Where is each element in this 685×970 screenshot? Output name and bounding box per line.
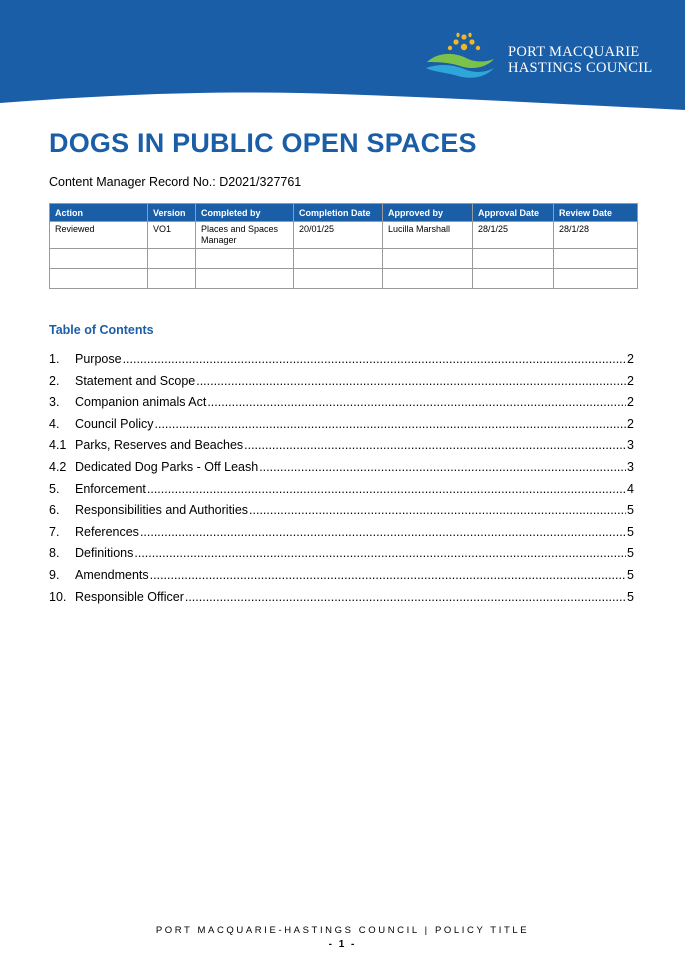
toc-number: 2. xyxy=(49,373,60,388)
toc-number: 8. xyxy=(49,546,60,561)
toc-page-number: 5 xyxy=(627,524,634,539)
record-number: Content Manager Record No.: D2021/327761 xyxy=(49,175,302,189)
toc-leader-dots xyxy=(207,392,626,414)
toc-label: Parks, Reserves and Beaches xyxy=(75,438,244,453)
toc-entry-enforcement[interactable] xyxy=(49,479,634,501)
toc-label: Responsible Officer xyxy=(75,589,184,604)
header-version: Version xyxy=(148,204,196,222)
sun-hills-logo-icon xyxy=(424,32,496,82)
toc-entry-companion-animals-act[interactable] xyxy=(49,392,634,414)
toc-leader-dots xyxy=(134,543,626,565)
table-cell: 28/1/25 xyxy=(473,222,554,249)
table-header-row xyxy=(50,204,638,222)
toc-number: 6. xyxy=(49,503,60,518)
toc-number: 4.1 xyxy=(49,438,67,453)
table-cell: 28/1/28 xyxy=(554,222,638,249)
toc-leader-dots xyxy=(185,587,626,609)
table-cell: 20/01/25 xyxy=(294,222,383,249)
header-approval-date: Approval Date xyxy=(473,204,554,222)
table-row xyxy=(50,249,638,269)
table-cell: Lucilla Marshall xyxy=(383,222,473,249)
header-action: Action xyxy=(50,204,148,222)
toc-number: 4. xyxy=(49,416,60,431)
toc-leader-dots xyxy=(249,500,626,522)
table-cell xyxy=(473,249,554,269)
toc-entry-definitions[interactable] xyxy=(49,543,634,565)
table-cell xyxy=(554,269,638,289)
toc-label: Purpose xyxy=(75,352,122,366)
toc-number: 1. xyxy=(49,352,60,366)
toc-page-number: 5 xyxy=(627,567,634,582)
table-of-contents xyxy=(49,349,634,608)
toc-page-number: 2 xyxy=(627,352,634,366)
table-cell xyxy=(473,269,554,289)
toc-page-number: 3 xyxy=(627,459,634,474)
toc-label: Council Policy xyxy=(75,416,154,431)
toc-number: 10. xyxy=(49,589,67,604)
table-cell: Places and Spaces Manager xyxy=(196,222,294,249)
footer-page-number: - 1 - xyxy=(328,939,357,950)
table-cell xyxy=(196,249,294,269)
toc-number: 3. xyxy=(49,395,60,410)
toc-leader-dots xyxy=(123,349,626,371)
toc-leader-dots xyxy=(147,479,626,501)
table-cell xyxy=(383,269,473,289)
approval-table xyxy=(49,203,638,289)
toc-leader-dots xyxy=(196,371,626,393)
toc-entry-responsibilities[interactable] xyxy=(49,500,634,522)
toc-label: Companion animals Act xyxy=(75,395,207,410)
document-title: DOGS IN PUBLIC OPEN SPACES xyxy=(49,128,477,158)
table-cell xyxy=(196,269,294,289)
toc-page-number: 5 xyxy=(627,589,634,604)
toc-label: Dedicated Dog Parks - Off Leash xyxy=(75,459,259,474)
toc-label: Amendments xyxy=(75,567,149,582)
toc-entry-references[interactable] xyxy=(49,522,634,544)
toc-page-number: 2 xyxy=(627,416,634,431)
toc-label: Definitions xyxy=(75,546,134,561)
toc-entry-purpose[interactable] xyxy=(49,349,634,371)
toc-page-number: 2 xyxy=(627,395,634,410)
table-cell xyxy=(294,269,383,289)
toc-entry-amendments[interactable] xyxy=(49,565,634,587)
toc-entry-responsible-officer[interactable] xyxy=(49,587,634,609)
toc-label: Responsibilities and Authorities xyxy=(75,503,249,518)
table-cell: Reviewed xyxy=(50,222,148,249)
header-completed-by: Completed by xyxy=(196,204,294,222)
table-cell xyxy=(148,249,196,269)
table-cell xyxy=(294,249,383,269)
toc-entry-dedicated-dog-parks[interactable] xyxy=(49,457,634,479)
logo-line2: HASTINGS COUNCIL xyxy=(508,60,653,76)
toc-heading: Table of Contents xyxy=(49,323,154,337)
header-approved-by: Approved by xyxy=(383,204,473,222)
footer-text: PORT MACQUARIE-HASTINGS COUNCIL | POLICY TITLE xyxy=(155,925,530,936)
toc-leader-dots xyxy=(259,457,626,479)
table-row xyxy=(50,269,638,289)
header-completion-date: Completion Date xyxy=(294,204,383,222)
toc-entry-parks-reserves-beaches[interactable] xyxy=(49,435,634,457)
toc-page-number: 5 xyxy=(627,503,634,518)
toc-entry-statement-and-scope[interactable] xyxy=(49,371,634,393)
table-cell xyxy=(554,249,638,269)
table-cell xyxy=(148,269,196,289)
table-cell: VO1 xyxy=(148,222,196,249)
toc-entry-council-policy[interactable] xyxy=(49,414,634,436)
toc-leader-dots xyxy=(150,565,626,587)
council-logo xyxy=(424,32,654,82)
toc-number: 5. xyxy=(49,481,60,496)
toc-number: 9. xyxy=(49,567,60,582)
toc-label: Enforcement xyxy=(75,481,146,496)
toc-page-number: 3 xyxy=(627,438,634,453)
header-review-date: Review Date xyxy=(554,204,638,222)
toc-number: 4.2 xyxy=(49,459,67,474)
toc-leader-dots xyxy=(140,522,626,544)
toc-page-number: 4 xyxy=(627,481,634,496)
toc-number: 7. xyxy=(49,524,60,539)
table-row xyxy=(50,222,638,249)
logo-line1: PORT MACQUARIE xyxy=(508,44,640,60)
toc-page-number: 2 xyxy=(627,373,634,388)
toc-label: References xyxy=(75,524,139,539)
toc-leader-dots xyxy=(244,435,626,457)
table-cell xyxy=(50,249,148,269)
toc-page-number: 5 xyxy=(627,546,634,561)
toc-leader-dots xyxy=(155,414,627,436)
table-cell xyxy=(50,269,148,289)
logo-text xyxy=(508,44,653,76)
toc-label: Statement and Scope xyxy=(75,373,196,388)
table-cell xyxy=(383,249,473,269)
